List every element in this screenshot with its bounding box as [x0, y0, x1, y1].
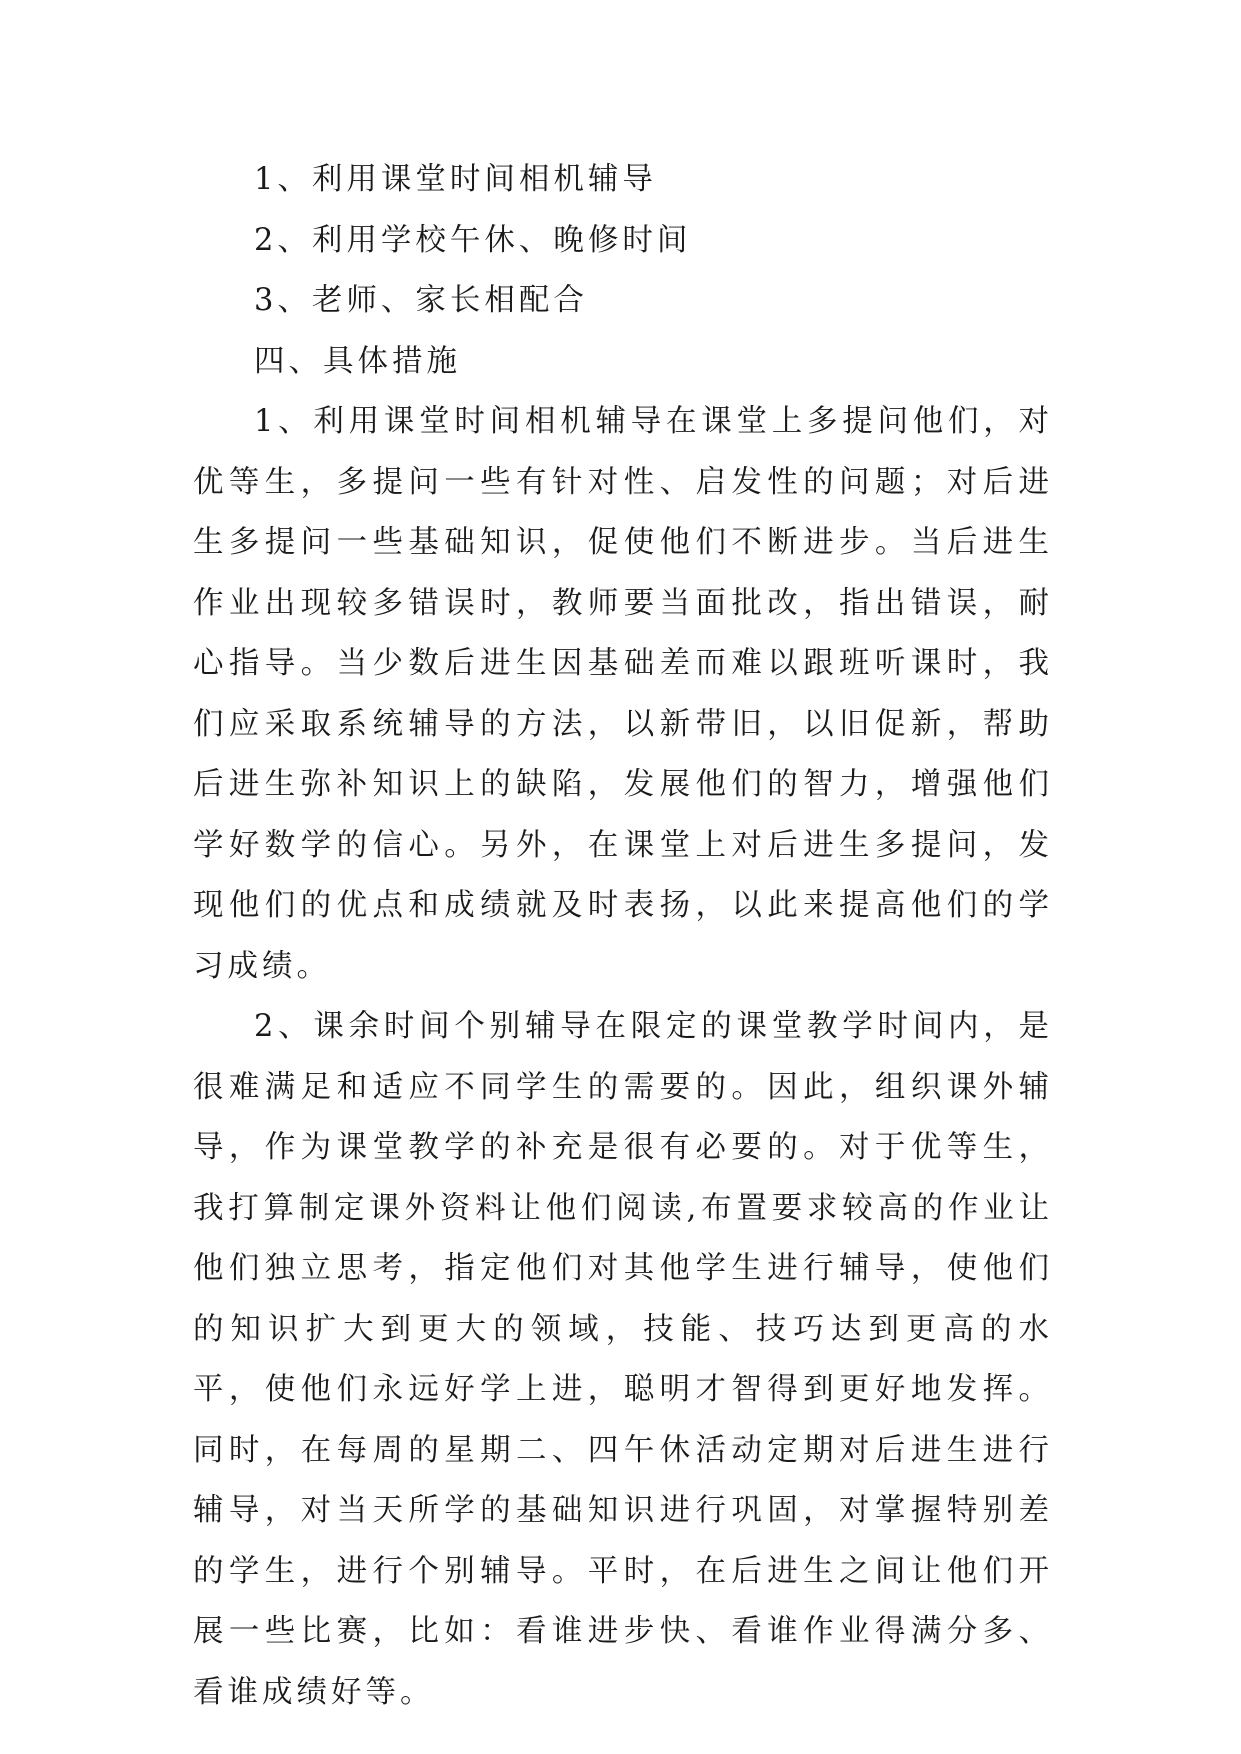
section-heading-measures: 四、具体措施 [254, 343, 461, 379]
list-item-teacher-parent: 3、老师、家长相配合 [254, 283, 588, 318]
document-body [193, 150, 1053, 1723]
paragraph-class-tutoring: 1、利用课堂时间相机辅导在课堂上多提问他们，对优等生，多提问一些有针对性、启发性的问题；对后进生多提问一些基础知识，促使他们不断进步。当后进生作业出现较多错误时，教师要当面批改，指出错误，耐心指导。当少数后进生因基础差而难以跟班听课时，我们应采取系统辅导的方法，以新带旧，以旧促新，帮助后进生弥补知识上的缺陷，发展他们的智力，增强他们学好数学的信心。另外，在课堂上对后进生多提问，发现他们的优点和成绩就及时表扬，以此来提高他们的学习成绩。 [193, 404, 1053, 984]
paragraph-after-class-tutoring: 2、课余时间个别辅导在限定的课堂教学时间内，是很难满足和适应不同学生的需要的。因此，组织课外辅导，作为课堂教学的补充是很有必要的。对于优等生，我打算制定课外资料让他们阅读,布置要求较高的作业让他们独立思考，指定他们对其他学生进行辅导，使他们的知识扩大到更大的领域，技能、技巧达到更高的水平，使他们永远好学上进，聪明才智得到更好地发挥。同时，在每周的星期二、四午休活动定期对后进生进行辅导，对当天所学的基础知识进行巩固，对掌握特别差的学生，进行个别辅导。平时，在后进生之间让他们开展一些比赛，比如：看谁进步快、看谁作业得满分多、看谁成绩好等。 [193, 1009, 1053, 1710]
list-item-class-tutoring: 1、利用课堂时间相机辅导 [254, 162, 657, 197]
list-item-lunch-evening-time: 2、利用学校午休、晚修时间 [254, 222, 692, 258]
